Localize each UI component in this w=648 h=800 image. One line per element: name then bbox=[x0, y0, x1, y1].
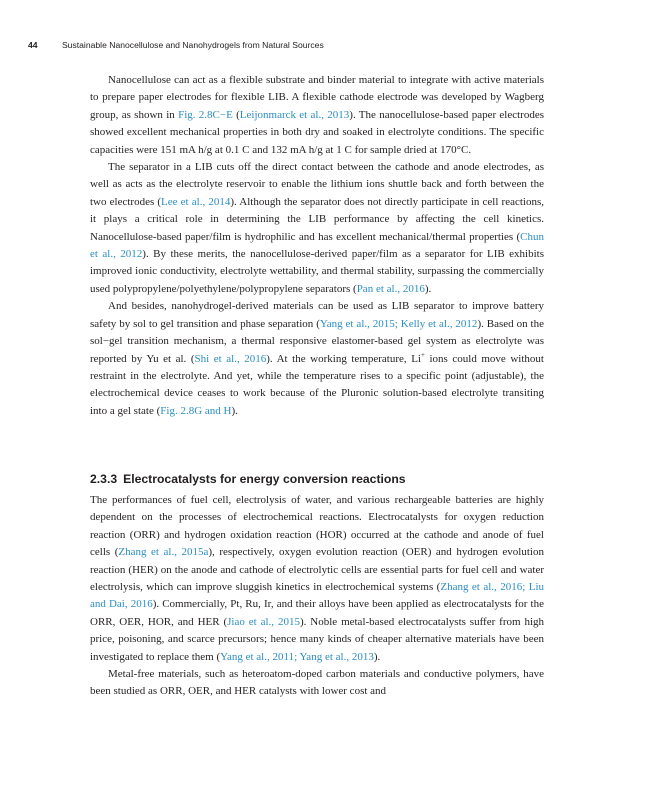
paragraph-1 bbox=[90, 72, 544, 159]
running-title: Sustainable Nanocellulose and Nanohydrogels from Natural Sources bbox=[61, 40, 324, 50]
citation-link[interactable]: Shi et al., 2016 bbox=[194, 352, 267, 365]
text-run: ). bbox=[424, 282, 432, 295]
text-run: ). At the working temperature, Li bbox=[266, 352, 421, 365]
text-run: Metal-free materials, such as heteroatom-doped carbon materials and conductive polymers, have been studied as ORR, OER, and HER catalysts with lower cost and bbox=[90, 668, 544, 698]
text-run: ). The nanocellulose-based paper electrodes showed excellent mechanical properties in both dry and soaked in electrolyte conditions. The specific capacities were 151 mA h/g at 0.1 C and 132 mA h/g at 1 C for sample dried at 170°C. bbox=[90, 108, 545, 156]
page-number: 44 bbox=[28, 40, 38, 50]
body-lower bbox=[90, 492, 544, 701]
citation-link[interactable]: Lee et al., 2014 bbox=[161, 195, 231, 208]
text-run: The performances of fuel cell, electrolysis of water, and various rechargeable batteries are highly dependent on the processes of electrochemical reactions. Electrocatalysts for oxygen reduction reaction (ORR) and hydrogen oxidation reaction (HOR) occurred at the cathode and anode of fuel cells ( bbox=[90, 494, 544, 559]
superscript: + bbox=[420, 350, 425, 359]
text-run: ). Based on the sol−gel transition mechanism, a thermal responsive elastomer-based gel system as electrolyte was reported by Yu et al. ( bbox=[90, 317, 544, 365]
citation-link[interactable]: Jiao et al., 2015 bbox=[227, 615, 300, 628]
body-upper bbox=[90, 72, 544, 420]
section-title: Electrocatalysts for energy conversion reactions bbox=[123, 472, 406, 486]
text-run: Nanocellulose can act as a flexible substrate and binder material to integrate with active materials to prepare paper electrodes for flexible LIB. A flexible cathode electrode was developed by Wagberg group, as shown in bbox=[90, 74, 544, 121]
text-run: And besides, nanohydrogel-derived materials can be used as LIB separator to improve battery safety by sol to gel transition and phase separation ( bbox=[90, 300, 544, 330]
section-number: 2.3.3 bbox=[90, 472, 118, 486]
figure-link[interactable]: Fig. 2.8C−E bbox=[178, 108, 233, 121]
text-run: ). bbox=[231, 404, 238, 417]
text-run: ). Commercially, Pt, Ru, Ir, and their alloys have been applied as electrocatalysts for the ORR, OER, HOR, and HER ( bbox=[90, 598, 544, 628]
text-run: ). By these merits, the nanocellulose-derived paper/film as a separator for LIB exhibits improved ionic conductivity, electrolyte wettability, and thermal stability, surpassing the commercially used polypropylene/polyethylene/polypropylene separators ( bbox=[90, 248, 544, 295]
citation-link[interactable]: Pan et al., 2016 bbox=[356, 282, 425, 295]
citation-link[interactable]: Zhang et al., 2015a bbox=[118, 546, 209, 559]
citation-link[interactable]: Yang et al., 2015; Kelly et al., 2012 bbox=[319, 317, 478, 330]
text-run: The separator in a LIB cuts off the direct contact between the cathode and anode electrodes, as well as acts as the electrolyte reservoir to enable the lithium ions shuttle back and forth between the two electrodes ( bbox=[90, 161, 544, 208]
text-run: ions could move without restraint in the electrolyte. And yet, while the temperature rises to a specific point (adjustable), the electrochemical device ceases to work because of the Pluronic solution-based electrolyte transiting into a gel state ( bbox=[90, 352, 544, 417]
section-heading bbox=[90, 472, 406, 486]
running-header bbox=[28, 40, 588, 50]
paragraph-2 bbox=[90, 159, 544, 298]
citation-link[interactable]: Leijonmarck et al., 2013 bbox=[239, 108, 350, 121]
figure-link[interactable]: Fig. 2.8G and H bbox=[160, 404, 232, 417]
text-run: ). Although the separator does not directly participate in cell reactions, it plays a critical role in determining the LIB performance by affecting the cell kinetics. Nanocellulose-based paper/film is hydrophilic and has excellent mechanical/thermal properties ( bbox=[90, 195, 545, 243]
citation-link[interactable]: Zhang et al., 2016; Liu and Dai, 2016 bbox=[90, 581, 545, 611]
paragraph-3 bbox=[90, 298, 544, 420]
paragraph-5 bbox=[90, 666, 544, 701]
text-run: ). bbox=[373, 650, 381, 663]
text-run: ), respectively, oxygen evolution reaction (OER) and hydrogen evolution reaction (HER) on the anode and cathode of electrolytic cells are essential parts for fuel cell and water electrolysis, which can improve sluggish kinetics in electrochemical systems ( bbox=[90, 546, 544, 594]
text-run: ( bbox=[232, 108, 240, 121]
citation-link[interactable]: Yang et al., 2011; Yang et al., 2013 bbox=[220, 650, 374, 663]
paragraph-4 bbox=[90, 492, 544, 666]
text-run: ). Noble metal-based electrocatalysts suffer from high price, poisoning, and scarce precursors; hence many kinds of cheaper alternative materials have been investigated to replace them ( bbox=[90, 615, 545, 663]
citation-link[interactable]: Chun et al., 2012 bbox=[90, 230, 544, 261]
